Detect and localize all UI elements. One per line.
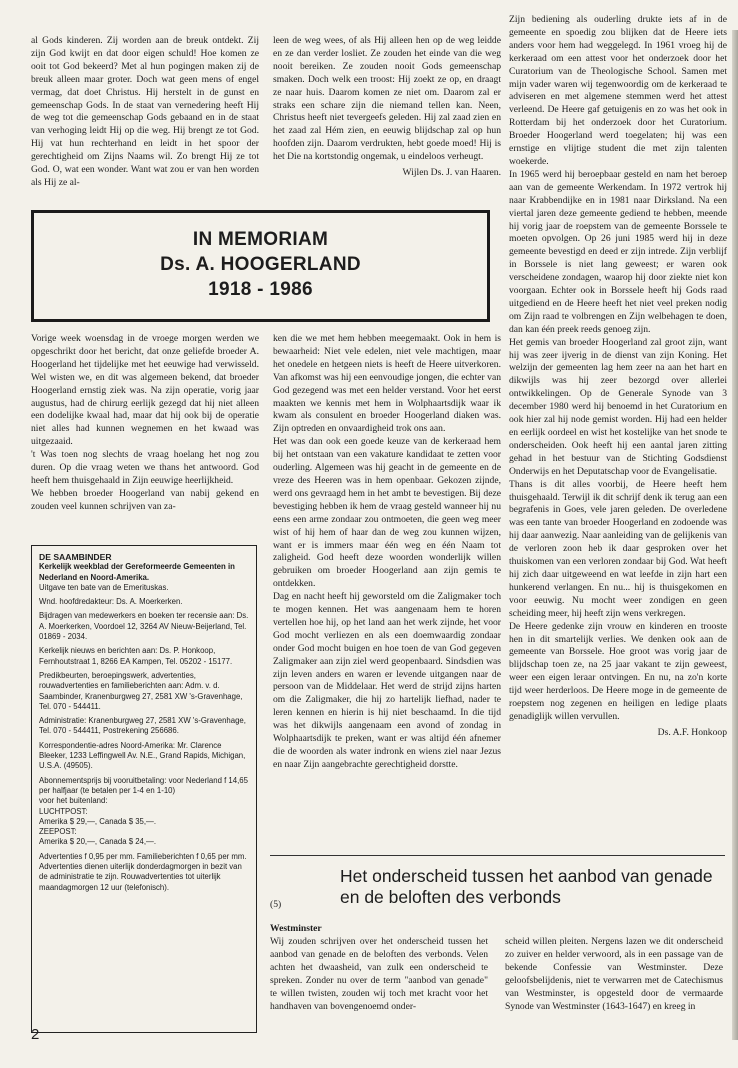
colophon-church-news: Kerkelijk nieuws en berichten aan: Ds. P. Honkoop, Fernhoutstraat 1, 8266 EA Kampen, Tel. 05202 - 15177. — [39, 646, 233, 666]
second-article-column-2 — [505, 936, 723, 1036]
second-article-column-2-text: scheid willen pleiten. Nergens lazen we dit onderscheid zo zuiver en helder verwoord, als in een passage van de bekende Confessie van Westminster. Deze geloofsbelijdenis, niet te verwarren met de Catechismus van Westminster, is opgesteld door de vermaarde Synode van Westminster (1643-1647) en kreeg in — [505, 936, 723, 1012]
article-column-1 — [31, 333, 259, 538]
colophon-subscription: Abonnementsprijs bij vooruitbetaling: voor Nederland f 14,65 per halfjaar (te betalen per 1-4 en 1-10) — [39, 775, 248, 795]
second-article-column-1-text: Wij zouden schrijven over het onderscheid tussen het aanbod van genade en de beloften des verbonds. Velen achten het dwaasheid, van zulk een onderscheid te spreken. Zonder nu over de term "aanbod van genade" te willen twisten, zouden wij toch met kracht voor het handhaven van bovengenoemd onder- — [270, 936, 488, 1012]
second-article-serial: (5) — [270, 899, 282, 910]
colophon-publisher: Uitgave ten bate van de Emerituskas. — [39, 582, 169, 592]
colophon-sermons: Predikbeurten, beroepingswerk, advertenties, rouwadvertenties en familieberichten aan: Adm. v. d. Saambinder, Kranenburgweg 27, 2581 XW 's-Gravenhage, Tel. 070 - 544411. — [39, 670, 243, 711]
colophon-editor: Wnd. hoofdredakteur: Ds. A. Moerkerken. — [39, 597, 183, 607]
colophon-title: DE SAAMBINDER — [39, 552, 112, 562]
colophon-air-price: Amerika $ 29,—, Canada $ 35,—. — [39, 816, 157, 826]
colophon-sea-price: Amerika $ 20,—, Canada $ 24,—. — [39, 837, 157, 847]
article-column-3-text: Zijn bediening als ouderling drukte iets af in de gemeente en spoedig zou blijken dat de Heere iets anders voor hem had weggelegd. In 1961 vroeg hij de kerkeraad om een attest voor het onderzoek door het Curatorium van de Theologische School. Samen met mijn vader waren wij tegenwoordig om de kerkeraad te adviseren en met algemene stemmen werd het attest verleend. De Heere gaf getuigenis en zo was het ook in Rotterdam bij het onderzoek door het Curatorium. Broeder Hoogerland werd toegelaten; hij was een ernstige en vlijtige student die met zijn talenten woekerde. In 1965 werd hij beroepbaar gesteld en nam het beroep aan van de gemeente Werkendam. In 1972 vertrok hij naar Krabbendijke en in 1981 naar Dirksland. Na een viertal jaren deze gemeente gediend te hebben, meende hij vorig jaar de roepstem van de gemeente Borssele te moeten opvolgen. Op 26 juni 1985 werd hij in deze gemeente bevestigd en deed er zijn intrede. Zijn verblijf in Borssele is niet lang geweest; er waren ook verscheidene zondagen, waarop hij door ziekte niet kon voorgaan. Echter ook in Borssele heeft hij Gods raad uitgediend en de Heere heeft het niet veel preken nodig om Zijn raad te volbrengen en Zijn welbehagen te doen, dan kan één preek reeds genoeg zijn. Het gemis van broeder Hoogerland zal groot zijn, want hij was zeer ijverig in de dienst van zijn Koning. Het welzijn der gemeenten lag hem zeer na aan het hart en dikwijls was hij zeer bezorgd over allerlei ontwikkelingen. Op de Generale Synode van 3 december 1980 werd hij benoemd in het Curatorium en ook hier zal hij node gemist worden. Hij had een helder en eerlijk oordeel en wist het kostelijke van het snode te onderscheiden. Ook heeft hij een aantal jaren zitting gehad in het bestuur van de Stichting Godsdienst Onderwijs en het Deputatschap voor de Evangelisatie. Thans is dit alles voorbij, de Heere heeft hem thuisgehaald. Terwijl ik dit schrijf denk ik terug aan een begrafenis in Goes, vele jaren geleden. De overledene was een tante van broeder Hoogerland en zodoende was hij daar aanwezig. Naar aanleiding van de gelijkenis van de verloren zoon heb ik daar gesproken over het thuiskomen van een verloren zondaar bij God. Wat heeft hij zich daar uitgeweend en wat leefde in zijn hart een hunkerend verlangen. En nu... hij is thuisgekomen en voor eeuwig. Nu mocht weer zondigen en geen scheiding meer, hij heeft zijn wens verkregen. De Heere gedenke zijn vrouw en kinderen en trooste hen in dit smartelijk verlies. We denken ook aan de gemeente van Borssele. Hoe groot was vorig jaar de blijdschap toen ze, na 25 jaar vakant te zijn geweest, weer een eigen leraar ontvingen. En nu, na zo'n korte tijd weer herderloos. De Heere moge in de gemeente de roepstem nog zegenen en heiligen en ledige plaats genadiglijk willen vervullen. — [509, 14, 727, 722]
article-column-2 — [273, 333, 501, 838]
section-divider — [270, 855, 725, 856]
top-column-2 — [273, 35, 501, 200]
in-memoriam-box — [31, 210, 490, 322]
article-column-1-text: Vorige week woensdag in de vroege morgen werden we opgeschrikt door het bericht, dat onze geliefde broeder A. Hoogerland het tijdelijke met het eeuwige had verwisseld. Wel wisten we, en dit was algemeen bekend, dat broeder Hoogerland ernstig ziek was. Na zijn operatie, vorig jaar augustus, had de chirurg eerlijk gezegd dat hij niet alleen een dodelijke kwaal had, maar dat hij ook bij de operatie niet alles had kunnen wegnemen en het kwaad was uitgezaaid. 't Was toen nog slechts de vraag hoelang het nog zou duren. Op die vraag weten we thans het antwoord. God heeft hem thuisgehaald in Zijn eeuwige heerlijkheid. We hebben broeder Hoogerland van nabij gekend en zouden veel kunnen schrijven van za- — [31, 333, 259, 512]
memoriam-name: Ds. A. HOOGERLAND — [160, 254, 361, 275]
colophon-correspondence: Korrespondentie-adres Noord-Amerika: Mr. Clarence Bleeker, 1233 Leffingwell Av. N.E., Grand Rapids, Michigan, U.S.A. (49505). — [39, 740, 246, 771]
colophon-ads: Advertenties f 0,95 per mm. Familieberichten f 0,65 per mm. Advertenties dienen uiterlijk donderdagmorgen in bezit van de administratie te zijn. Rouwadvertenties tot uiterlijk maandagmorgen 12 uur (telefonisch). — [39, 851, 247, 892]
second-article-subhead: Westminster — [270, 923, 322, 934]
colophon-abroad: voor het buitenland: — [39, 796, 108, 806]
article-column-3 — [509, 14, 727, 802]
memoriam-years: 1918 - 1986 — [208, 279, 313, 300]
colophon-sea-label: ZEEPOST: — [39, 827, 77, 837]
top-column-1 — [31, 35, 259, 195]
colophon-air-label: LUCHTPOST: — [39, 806, 88, 816]
top-column-1-text: al Gods kinderen. Zij worden aan de breuk ontdekt. Zij zijn God kwijt en dat door eigen schuld! Hoe komen ze ooit tot God bekeerd? Met al hun pogingen maken zij de breuk alleen maar groter. Doch wat geen mens of engel vermag, dat doet Christus. Hij herstelt in de gunst en gemeenschap Gods. In de staat van vernedering heeft Hij de weg tot die gemeenschap Gods gebaand en in de staat van verhoging leidt Hij op die weg. Hij brengt ze tot God. Hij vat hun rechterhand en leidt in het spoor der gerechtigheid om Zijns Naams wil. Zo brengt Hij ze tot God. O, wat een wonder. Want wat zou er van hen worden als Hij ze al- — [31, 35, 259, 188]
article-signature: Ds. A.F. Honkoop — [657, 726, 727, 738]
colophon-admin: Administratie: Kranenburgweg 27, 2581 XW 's-Gravenhage, Tel. 070 - 544411, Postrekening 256686. — [39, 716, 246, 736]
top-column-2-text: leen de weg wees, of als Hij alleen hen op de weg leidde en ze dan verder losliet. Ze zouden het einde van die weg nooit bereiken. Ze zouden nooit Gods gemeenschap smaken. Doch welk een troost: Hij zoekt ze op, en draagt ze naar huis. Daarom komen ze niet om. Daarom zal er straks een schare zijn die niemand tellen kan. Neen, Christus heeft niet tevergeefs geleden. Hij zal zaad zien en het zaad zal Hém zien, en eeuwig blijdschap zal op hun hoofden zijn. Daarom verdrukten, hebt goede moed! Hij is het Die na kortstondig ongemak, u eindeloos verheugt. — [273, 35, 501, 163]
page-number: 2 — [31, 1026, 40, 1043]
second-article-headline: Het onderscheid tussen het aanbod van genade en de beloften des verbonds — [340, 866, 713, 907]
colophon-subtitle: Kerkelijk weekblad der Gereformeerde Gemeenten in Nederland en Noord-Amerika. — [39, 562, 235, 582]
page-edge-shadow — [732, 30, 738, 1040]
memoriam-title: IN MEMORIAM — [192, 229, 329, 250]
top-signature: Wijlen Ds. J. van Haaren. — [402, 167, 501, 179]
second-article-column-1 — [270, 936, 488, 1036]
article-column-2-text: ken die we met hem hebben meegemaakt. Ook in hem is bewaarheid: Niet vele edelen, niet vele machtigen, maar het onedele en hetgeen niets is heeft de Heere uitverkoren. Van afkomst was hij een eenvoudige jongen, die echter van God gezegend was met een helder verstand. Voor het eerst maakten we kennis met hem in Wolphaartsdijk waar ik kwam als consulent en broeder Hoogerland diaken was. Zijn optreden en onvaardigheid trok ons aan. Het was dan ook een goede keuze van de kerkeraad hem bij het ontstaan van een vakature kandidaat te zetten voor ouderling. Algemeen was hij geacht in de gemeente en de vreze des Heeren was in hem openbaar. Gekozen zijnde, werd ons gevraagd hem in het ambt te bevestigen. Bij deze bevestiging hebben ik hem de vraag gesteld wanneer hij nu eens een arme zondaar zou ontmoeten, die geen weg meer wist of hij hem of haar dan de weg zou kunnen wijzen, want er is immers maar één weg en één Naam tot zaligheid. God heeft deze woorden wonderlijk willen gebruiken om broeder Hoogerland aan zijn gemis te ontdekken. Dag en nacht heeft hij geworsteld om die Zaligmaker toch te mogen kennen. Het was aangenaam hem te horen vertellen hoe hij, op het land aan het werk zijnde, het voor God mocht verliezen en als een doemwaardig zondaar onder God mocht buigen en hoe toen de van God gegeven Zaligmaker aan zijn ziel werd geopenbaard. Sindsdien was zijn leven anders en waren er levende uitgangen naar de persoon van de Middelaar. Het werd de strijd zijns harten om die Zaligmaker, die hij zo hartelijk liefhad, nader te leren kennen en hierin is hij niet beschaamd. In die tijd was het dikwijls aangenaam een avond of zondag in Wolphaartsdijk te preken, want er was altijd één afnemer die de woorden als water indronk en wiens ziel naar Jezus en naar Zijn aangebrachte gerechtigheid dorstte. — [273, 333, 501, 770]
colophon-box — [31, 545, 257, 1033]
colophon-contributions: Bijdragen van medewerkers en boeken ter recensie aan: Ds. A. Moerkerken, Voordoel 12, 3264 AV Nieuw-Beijerland, Tel. 01869 - 2034. — [39, 611, 249, 642]
